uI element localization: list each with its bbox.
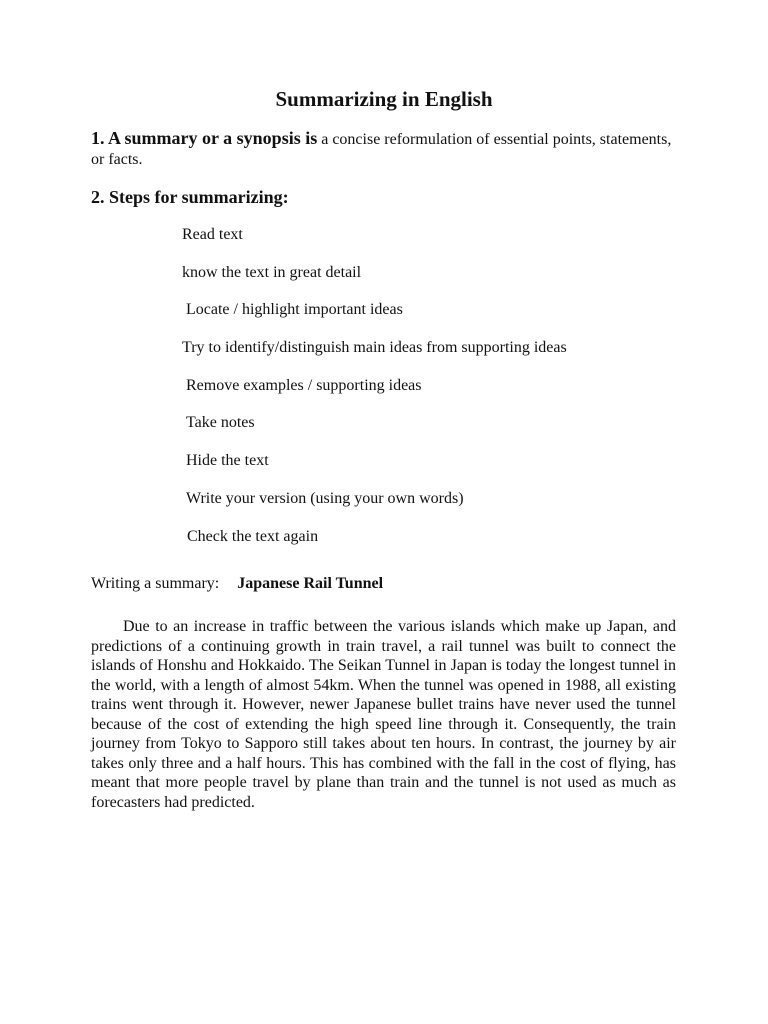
step-item: Check the text again [187,528,319,545]
step-item: Remove examples / supporting ideas [186,377,422,394]
step-item: Try to identify/distinguish main ideas from supporting ideas [182,339,567,356]
summary-topic: Japanese Rail Tunnel [237,575,384,592]
step-item: know the text in great detail [182,264,362,281]
document-title: Summarizing in English [275,87,493,111]
step-item: Locate / highlight important ideas [186,301,403,318]
step-item: Hide the text [186,452,269,469]
definition-text: a concise reformulation of essential points, statements, or facts. [91,131,672,168]
summary-definition [91,128,681,170]
steps-heading: 2. Steps for summarizing: [91,187,289,207]
step-item: Write your version (using your own words) [186,490,464,507]
summary-heading [91,574,383,594]
definition-lead: 1. A summary or a synopsis is [91,128,318,148]
step-item: Read text [182,226,243,243]
step-item: Take notes [186,414,255,431]
summary-label: Writing a summary: [91,575,220,592]
summary-paragraph: Due to an increase in traffic between the various islands which make up Japan, and predictions of a continuing growth in train travel, a rail tunnel was built to connect the islands of Honshu and Hokkaido. The Seikan Tunnel in Japan is today the longest tunnel in the world, with a length of almost 54km. When the tunnel was opened in 1988, all existing trains went through it. However, newer Japanese bullet trains have never used the tunnel because of the cost of extending the high speed line through it. Consequently, the train journey from Tokyo to Sapporo still takes about ten hours. In contrast, the journey by air takes only three and a half hours. This has combined with the fall in the cost of flying, has meant that more people travel by plane than train and the tunnel is not used as much as forecasters had predicted. [91,618,676,811]
